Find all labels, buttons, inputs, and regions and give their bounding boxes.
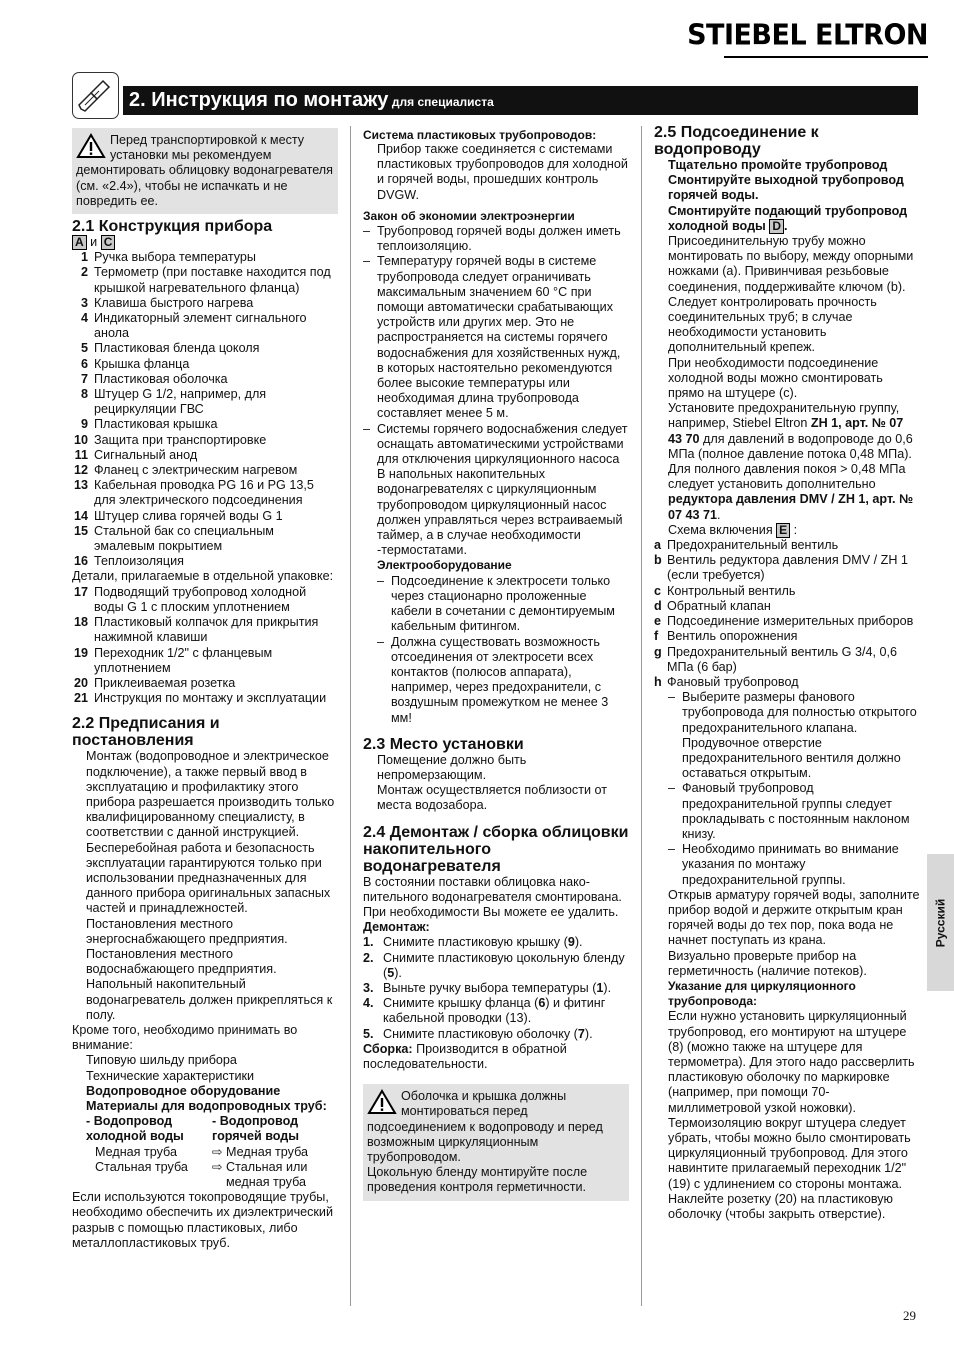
- warning-text: Оболочка и крышка должны монтироваться перед подсоединением к водопроводу и перед возможным циркуляционным трубопроводом.: [367, 1089, 603, 1164]
- item-text: Приклеиваемая розетка: [94, 675, 236, 690]
- column-divider: [350, 126, 351, 1306]
- heading-2-5: 2.5 Подсоединение к водопроводу: [654, 124, 819, 158]
- list-item: [72, 357, 338, 372]
- item-number: 13: [73, 478, 88, 493]
- item-number: 4: [80, 311, 88, 326]
- hot-material-2: ⇨ Стальная или медная труба: [212, 1159, 308, 1189]
- list-item: – Фановый трубопровод предохранительной группы следует прокладывать с постоянным наклоном книзу.: [668, 781, 910, 841]
- logo-underline: [724, 56, 928, 58]
- legend-text: Подсоединение измерительных приборов: [667, 614, 914, 629]
- legend-item: [654, 538, 920, 553]
- legend-text: Контрольный вентиль: [667, 583, 796, 598]
- warning-box-2: [363, 1084, 629, 1200]
- paragraph: При необходимости подсоединение холодной воды можно смонтировать прямо на штуцере (c).: [668, 355, 883, 401]
- item-text: Ручка выбора температуры: [94, 250, 256, 265]
- list-item: – Системы горячего водоснабжения следует оснащать автоматическими устройствами для отключения циркуляционного насоса: [363, 421, 628, 467]
- legend-letter: e: [654, 614, 662, 629]
- legend-item: [654, 675, 920, 690]
- paragraph: Напольный накопительный водонагреватель должен прикрепляться к полу.: [86, 977, 333, 1022]
- item-text: Защита при транспортировке: [94, 432, 267, 447]
- paragraph: Бесперебойная работа и безопасность эксплуатации гарантируются только при использовании предназначенных для данного прибора оригинальных запасных частей и принадлежностей.: [86, 840, 331, 916]
- subheading: Система пластиковых трубопроводов:: [363, 128, 597, 142]
- step-text: Выньте ручку выбора температуры (1).: [383, 980, 612, 995]
- heading-2-2: 2.2 Предписания и постановления: [72, 715, 220, 750]
- list-item: [72, 417, 338, 432]
- bold-instruction: Тщательно промойте трубопровод: [668, 158, 888, 172]
- warning-icon: [76, 133, 106, 159]
- step-item: [363, 1027, 629, 1042]
- page-title: 2. Инструкция по монтажу: [129, 89, 389, 111]
- item-number: 1: [80, 250, 88, 265]
- list-item: [72, 554, 338, 569]
- legend-text: Вентиль опорожнения: [667, 629, 798, 644]
- paragraph: Типовую шильду прибора: [86, 1053, 237, 1068]
- column-divider: [641, 126, 642, 1306]
- section-title-bar: [123, 86, 918, 115]
- item-text: Клавиша быстрого нагрева: [94, 295, 254, 310]
- item-text: Кабельная проводка PG 16 и PG 13,5 для электрического подсоединения: [94, 478, 314, 508]
- screwdriver-icon: [72, 72, 119, 119]
- paragraph: Если нужно установить циркуляционный трубопровод, его монтируют на штуцере (8) (можно также на штуцере для термометра). Для этого надо рассверлить пластиковую оболочку по маркировке (например, при помощи 70-миллиметровой узкой ножовки). Термоизоляцию вокруг штуцера следует убрать, чтобы можно было смонтировать циркуляционный трубопровод. Для этого навинтите прилагаемый переходник 1/2" (19) с удлинением со стороны монтажа. Наклейте розетку (20) на пластиковую оболочку (чтобы закрыть отверстие).: [668, 1009, 915, 1222]
- item-number: 5: [80, 341, 88, 356]
- paragraph: В состоянии поставки облицовка нако-пительного водонагревателя смонтирована. При необходимости Вы можете ее удалить.: [363, 874, 622, 919]
- item-text: Термометр (при поставке находится под крышкой нагревательного фланца): [94, 265, 331, 295]
- legend-letter: b: [654, 553, 662, 568]
- legend-letter: a: [654, 538, 662, 553]
- list-item: [72, 250, 338, 265]
- list-item: [72, 463, 338, 478]
- item-text: Подводящий трубопровод холодной воды G 1 с плоским уплотнением: [94, 584, 307, 614]
- list-item: – Необходимо принимать во внимание указания по монтажу предохранительной группы.: [668, 842, 899, 887]
- legend-item: [654, 584, 920, 599]
- legend-item: [654, 553, 920, 583]
- paragraph: Помещение должно быть непромерзающим.: [377, 752, 527, 782]
- item-number: 11: [74, 447, 88, 462]
- subheading: Закон об экономии электроэнергии: [363, 208, 575, 223]
- item-text: Стальной бак со специальным эмалевым покрытием: [94, 523, 274, 554]
- list-item: [72, 296, 338, 311]
- list-item: [72, 691, 338, 706]
- item-number: 17: [73, 584, 88, 599]
- assembly-note: Сборка: Производится в обратной последовательности.: [363, 1041, 567, 1071]
- paragraph: Открыв арматуру горячей воды, заполните прибор водой и держите открытым кран горячей воды до тех пор, пока вода не начнет поступать из крана.: [668, 887, 920, 948]
- paragraph: Установите предохранительную группу, например, Stiebel Eltron ZH 1, арт. № 07 43 70 для давлений в водопроводе до 0,6 МПа (полное давление потока 0,48 МПа). Для полного давления покоя > 0,48 МПа следует установить дополнительно редуктора давления DMV / ZH 1, арт. № 07 43 71.: [668, 401, 914, 522]
- step-text: Снимите пластиковую крышку (9).: [383, 935, 583, 950]
- figure-ref-d: D: [769, 219, 784, 234]
- list-item: [72, 372, 338, 387]
- list-item: [72, 478, 338, 508]
- steps-list: [363, 935, 629, 1041]
- item-number: 9: [80, 417, 88, 432]
- warning-icon: [367, 1089, 397, 1115]
- legend-letter: f: [654, 629, 659, 644]
- figure-ref-c: C: [101, 235, 116, 250]
- list-item: [72, 448, 338, 463]
- list-item: [72, 387, 338, 417]
- item-text: Пластиковая оболочка: [94, 371, 228, 386]
- list-item: [72, 311, 338, 341]
- warning-text-2: Цокольную бленду монтируйте после проведения контроля герметичности.: [367, 1165, 588, 1195]
- warning-text: Перед транспортировкой к месту установки мы рекомендуем демонтировать облицовку водонагревателя (см. «2.4»), чтобы не испачкать и не повредить ее.: [76, 133, 333, 208]
- ref-conjunction: и: [90, 235, 98, 250]
- legend-letter: c: [654, 583, 662, 598]
- paragraph: Монтаж (водопроводное и электрическое подключение), а также первый ввод в эксплуатацию и профилактику этого прибора разрешается производить только квалифицированному специалисту, в соответствии с данной инструкцией.: [86, 749, 335, 840]
- item-text: Сигнальный анод: [94, 447, 198, 462]
- cold-material-2: Стальная труба: [95, 1159, 188, 1174]
- step-number: 5.: [363, 1026, 374, 1041]
- item-number: 6: [80, 356, 88, 371]
- item-number: 3: [80, 295, 88, 310]
- list-item: [72, 509, 338, 524]
- item-text: Штуцер слива горячей воды G 1: [94, 508, 283, 523]
- list-item: [72, 524, 338, 554]
- paragraph: Прибор также соединяется с системами пластиковых трубопроводов для холодной и горячей воды, прошедших контроль DVGW.: [377, 142, 628, 202]
- list-item: [72, 585, 338, 615]
- step-item: [363, 996, 629, 1026]
- heading-2-3: 2.3 Место установки: [363, 735, 524, 753]
- heading-2-4: 2.4 Демонтаж / сборка облицовки накопительного водонагревателя: [363, 823, 629, 875]
- step-number: 3.: [363, 980, 374, 995]
- warning-box: [72, 128, 338, 214]
- legend-letter: g: [654, 644, 662, 659]
- item-text: Пластиковая бленда цоколя: [94, 341, 260, 356]
- item-number: 15: [73, 523, 88, 538]
- paragraph: Визуально проверьте прибор на герметичность (наличие потеков).: [668, 948, 867, 978]
- brand-logo: STIEBEL ELTRON: [687, 19, 928, 52]
- list-item: – Подсоединение к электросети только через стационарно проложенные кабели в сочетании с демонтируемым кабельным фитингом.: [377, 573, 615, 634]
- page-number: 29: [903, 1308, 916, 1323]
- item-text: Инструкция по монтажу и эксплуатации: [94, 691, 327, 706]
- parts-list-2: [72, 585, 338, 707]
- item-text: Пластиковый колпачок для прикрытия нажимной клавиши: [94, 615, 319, 645]
- list-item: [72, 433, 338, 448]
- language-tab: Русский: [927, 854, 954, 991]
- bold-label: Материалы для водопроводных труб:: [86, 1098, 327, 1113]
- step-item: [363, 981, 629, 996]
- figure-ref-a: A: [72, 235, 87, 250]
- list-item: [72, 676, 338, 691]
- step-text: Снимите пластиковую оболочку (7).: [383, 1026, 593, 1041]
- item-number: 16: [73, 554, 88, 569]
- legend-text: Предохранительный вентиль: [667, 538, 839, 553]
- heading-2-1: 2.1 Конструкция прибора: [72, 218, 273, 236]
- separate-pkg-label: Детали, прилагаемые в отдельной упаковке:: [72, 569, 334, 584]
- item-text: Теплоизоляция: [94, 554, 184, 569]
- figure-refs: [72, 235, 338, 250]
- subheading: Электрооборудование: [377, 558, 512, 573]
- column-3: [654, 124, 920, 1222]
- column-1: [72, 128, 338, 1251]
- bold-label: Водопроводное оборудование: [86, 1083, 281, 1098]
- subheading: Демонтаж:: [363, 920, 430, 935]
- figure-ref-e: E: [776, 523, 790, 538]
- hot-material-1: ⇨ Медная труба: [212, 1144, 309, 1159]
- bold-instruction: Смонтируйте подающий трубопровод холодной воды D .: [668, 203, 908, 233]
- legend-list: [654, 538, 920, 690]
- paragraph: Присоединительную трубу можно монтировать по выбору, между опорными ножками (a). Привинчивая резьбовые соединения, поддерживайте ключом (b). Следует контролировать прочность соединительных труб; в случае необходимости установить дополнительный крепеж.: [668, 234, 914, 355]
- legend-item: [654, 645, 920, 675]
- list-item: [72, 646, 338, 676]
- list-item: [72, 341, 338, 356]
- item-number: 18: [73, 615, 88, 630]
- item-text: Фланец с электрическим нагревом: [94, 463, 298, 478]
- hot-water-heading: - Водопровод горячей воды: [212, 1114, 300, 1144]
- scheme-label: Схема включения E :: [668, 522, 798, 537]
- paragraph: Постановления местного энергоснабжающего предприятия.: [86, 916, 288, 946]
- list-item: – Должна существовать возможность отсоединения от электросети всех контактов (полюсов аппарата), например, через предохранители, с воздушным промежутком не менее 3 мм!: [377, 634, 609, 725]
- legend-text: Обратный клапан: [667, 598, 771, 613]
- list-item: – Выберите размеры фанового трубопровода для полностью открытого предохранительного клапана. Продувочное отверстие предохранительного вентиля должно оставаться открытым.: [668, 690, 917, 781]
- item-text: Переходник 1/2" с фланцевым уплотнением: [94, 645, 273, 675]
- legend-item: [654, 629, 920, 644]
- list-item: – Трубопровод горячей воды должен иметь теплоизоляцию.: [363, 224, 621, 254]
- step-text: Снимите пластиковую цокольную бленду (5).: [383, 950, 625, 980]
- legend-text: Предохранительный вентиль G 3/4, 0,6 МПа (6 бар): [667, 644, 897, 674]
- page-subtitle: для специалиста: [391, 95, 494, 109]
- cold-material-1: Медная труба: [95, 1144, 177, 1159]
- parts-list: [72, 250, 338, 569]
- step-number: 2.: [363, 950, 374, 965]
- item-number: 21: [73, 691, 88, 706]
- paragraph: Технические характеристики: [86, 1068, 255, 1083]
- paragraph: Если используются токопроводящие трубы, необходимо обеспечить их диэлектрический разрыв с помощью пластиковых, либо металлопластиковых труб.: [72, 1190, 334, 1250]
- legend-item: [654, 599, 920, 614]
- paragraph: Постановления местного водоснабжающего предприятия.: [86, 946, 277, 977]
- item-number: 12: [73, 463, 88, 478]
- bold-instruction: Смонтируйте выходной трубопровод горячей воды.: [668, 173, 904, 203]
- legend-item: [654, 614, 920, 629]
- item-number: 10: [73, 432, 88, 447]
- column-2: [363, 128, 629, 1201]
- item-number: 2: [80, 265, 88, 280]
- step-item: [363, 951, 629, 981]
- item-number: 19: [73, 645, 88, 660]
- list-item: [72, 265, 338, 295]
- item-number: 14: [73, 508, 88, 523]
- step-number: 1.: [363, 935, 374, 950]
- legend-letter: d: [654, 598, 662, 613]
- item-number: 7: [80, 371, 88, 386]
- list-item: [72, 615, 338, 645]
- pipe-materials-table: [72, 1114, 338, 1190]
- subheading: Указание для циркуляционного трубопровода:: [668, 978, 856, 1009]
- step-item: [363, 935, 629, 950]
- item-text: Крышка фланца: [94, 356, 190, 371]
- legend-text: Вентиль редуктора давления DMV / ZH 1 (если требуется): [667, 553, 908, 583]
- paragraph: Кроме того, необходимо принимать во внимание:: [72, 1022, 298, 1053]
- paragraph: В напольных накопительных водонагревателях с циркуляционным трубопроводом циркуляционный насос должен управляться через встраиваемый таймер, а в случае необходимости -термостатами.: [377, 467, 623, 558]
- legend-letter: h: [654, 674, 662, 689]
- step-number: 4.: [363, 996, 374, 1011]
- item-number: 20: [73, 675, 88, 690]
- list-item: – Температуру горячей воды в системе трубопровода следует ограничивать максимальным значением 60 °С при помощи автоматически срабатывающих устройств или других мер. Это не распространяется на системы горячего водоснабжения для хозяйственных нужд, в которых настоятельно рекомендуются более высокие температуры или необходимая длина трубопровода составляет менее 5 м.: [363, 254, 621, 421]
- item-text: Штуцер G 1/2, например, для рециркуляции ГВС: [94, 387, 267, 417]
- paragraph: Монтаж осуществляется поблизости от места водозабора.: [377, 783, 608, 813]
- legend-text: Фановый трубопровод: [667, 674, 799, 689]
- item-number: 8: [80, 387, 88, 402]
- item-text: Пластиковая крышка: [94, 417, 218, 432]
- cold-water-heading: - Водопровод холодной воды: [86, 1114, 184, 1144]
- step-text: Снимите крышку фланца (6) и фитинг кабельной проводки (13).: [383, 996, 606, 1026]
- item-text: Индикаторный элемент сигнального анола: [94, 311, 307, 341]
